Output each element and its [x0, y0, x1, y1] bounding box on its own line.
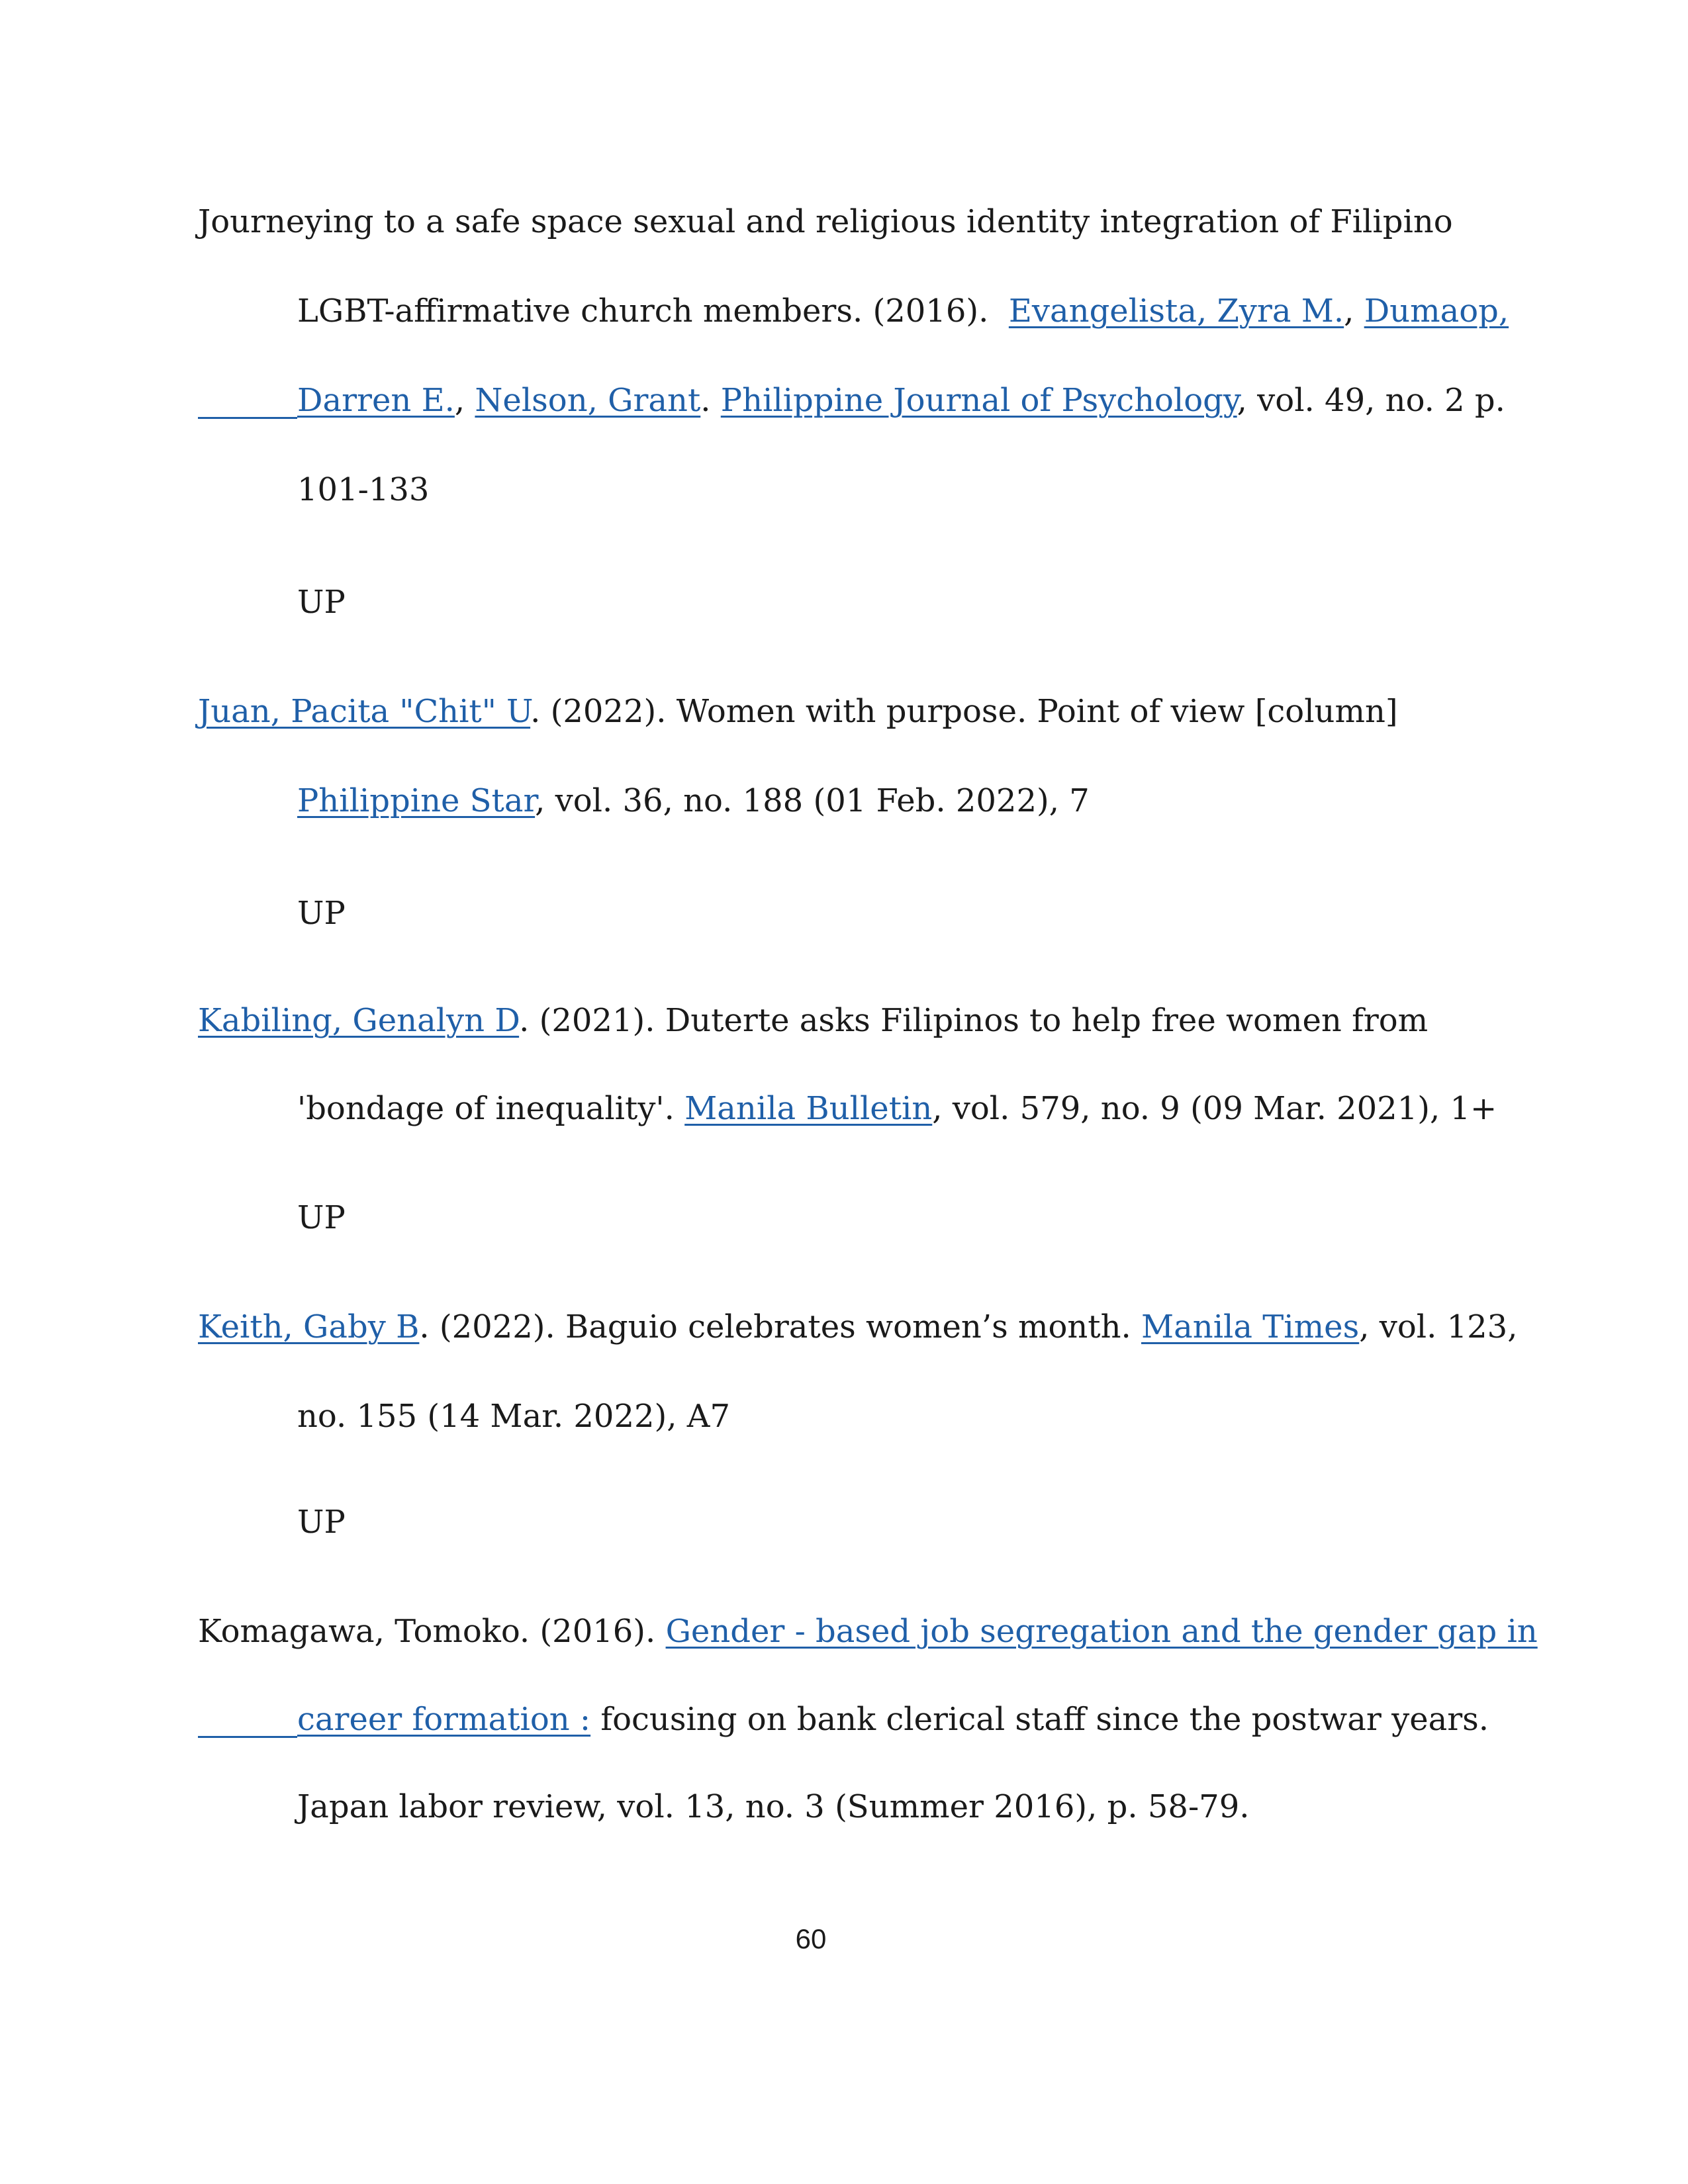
author-link-dumaop[interactable]: Dumaop, — [1364, 293, 1509, 330]
entry-4-text: . (2022). Baguio celebrates women’s month. — [419, 1308, 1131, 1345]
entry-3-text: . (2021). Duterte asks Filipinos to help free women from — [519, 1002, 1429, 1039]
entry-2-line-1 — [198, 692, 1398, 731]
entry-1-location — [297, 582, 346, 622]
entry-4-line-2 — [297, 1396, 730, 1436]
link-continuation-underline — [198, 417, 297, 419]
entry-2-details: , vol. 36, no. 188 (01 Feb. 2022), 7 — [535, 782, 1090, 819]
journal-link-manila-bulletin[interactable]: Manila Bulletin — [684, 1090, 933, 1127]
entry-1-title-cont: LGBT-affirmative church members. (2016). — [297, 293, 989, 330]
author-link-evangelista[interactable]: Evangelista, Zyra M. — [1008, 293, 1344, 330]
link-continuation-underline — [198, 1736, 297, 1738]
author-link-darren[interactable]: Darren E. — [297, 382, 455, 419]
entry-4-location — [297, 1502, 346, 1542]
separator: . — [700, 382, 711, 419]
entry-3-line-1 — [198, 1001, 1428, 1040]
entry-3-text-cont: 'bondage of inequality'. — [297, 1090, 675, 1127]
location-label: UP — [297, 584, 346, 621]
entry-1-line-1 — [198, 202, 1453, 242]
entry-4-line-1 — [198, 1307, 1517, 1347]
entry-1-line-3 — [297, 381, 1505, 420]
author-link-nelson[interactable]: Nelson, Grant — [475, 382, 701, 419]
author-link-juan[interactable]: Juan, Pacita "Chit" U — [198, 693, 531, 730]
author-link-kabiling[interactable]: Kabiling, Genalyn D — [198, 1002, 520, 1039]
journal-link-manila-times[interactable]: Manila Times — [1141, 1308, 1360, 1345]
page-number: 60 — [795, 1923, 827, 1954]
entry-5-line-2 — [297, 1700, 1489, 1739]
entry-2-text: . (2022). Women with purpose. Point of view [column] — [530, 693, 1398, 730]
title-link-career-formation[interactable]: career formation : — [297, 1701, 591, 1738]
separator: , — [454, 382, 465, 419]
entry-4-details-cont: no. 155 (14 Mar. 2022), A7 — [297, 1398, 730, 1435]
entry-1-pages: 101-133 — [297, 471, 430, 508]
separator: , — [1344, 293, 1354, 330]
author-link-keith[interactable]: Keith, Gaby B — [198, 1308, 420, 1345]
entry-5-author: Komagawa, Tomoko. (2016). — [198, 1613, 656, 1650]
entry-5-details: Japan labor review, vol. 13, no. 3 (Summer 2016), p. 58-79. — [297, 1788, 1250, 1825]
entry-1-title: Journeying to a safe space sexual and religious identity integration of Filipino — [198, 203, 1453, 240]
entry-3-line-2 — [297, 1089, 1497, 1128]
entry-2-location — [297, 893, 346, 933]
entry-3-details: , vol. 579, no. 9 (09 Mar. 2021), 1+ — [932, 1090, 1497, 1127]
entry-4-details: , vol. 123, — [1359, 1308, 1518, 1345]
entry-5-line-1 — [198, 1612, 1538, 1651]
entry-1-line-4 — [297, 470, 429, 510]
entry-5-text-cont: focusing on bank clerical staff since the postwar years. — [600, 1701, 1489, 1738]
location-label: UP — [297, 1199, 346, 1236]
entry-1-line-2 — [297, 291, 1509, 331]
entry-1-details: , vol. 49, no. 2 p. — [1237, 382, 1505, 419]
location-label: UP — [297, 895, 346, 932]
title-link-gender-based-job-segregation[interactable]: Gender - based job segregation and the gender gap in — [665, 1613, 1538, 1650]
location-label: UP — [297, 1504, 346, 1541]
entry-5-line-3 — [297, 1787, 1250, 1827]
entry-2-line-2 — [297, 781, 1090, 821]
journal-link-philippine-journal-of-psychology[interactable]: Philippine Journal of Psychology — [720, 382, 1237, 419]
entry-3-location — [297, 1198, 346, 1238]
journal-link-philippine-star[interactable]: Philippine Star — [297, 782, 536, 819]
